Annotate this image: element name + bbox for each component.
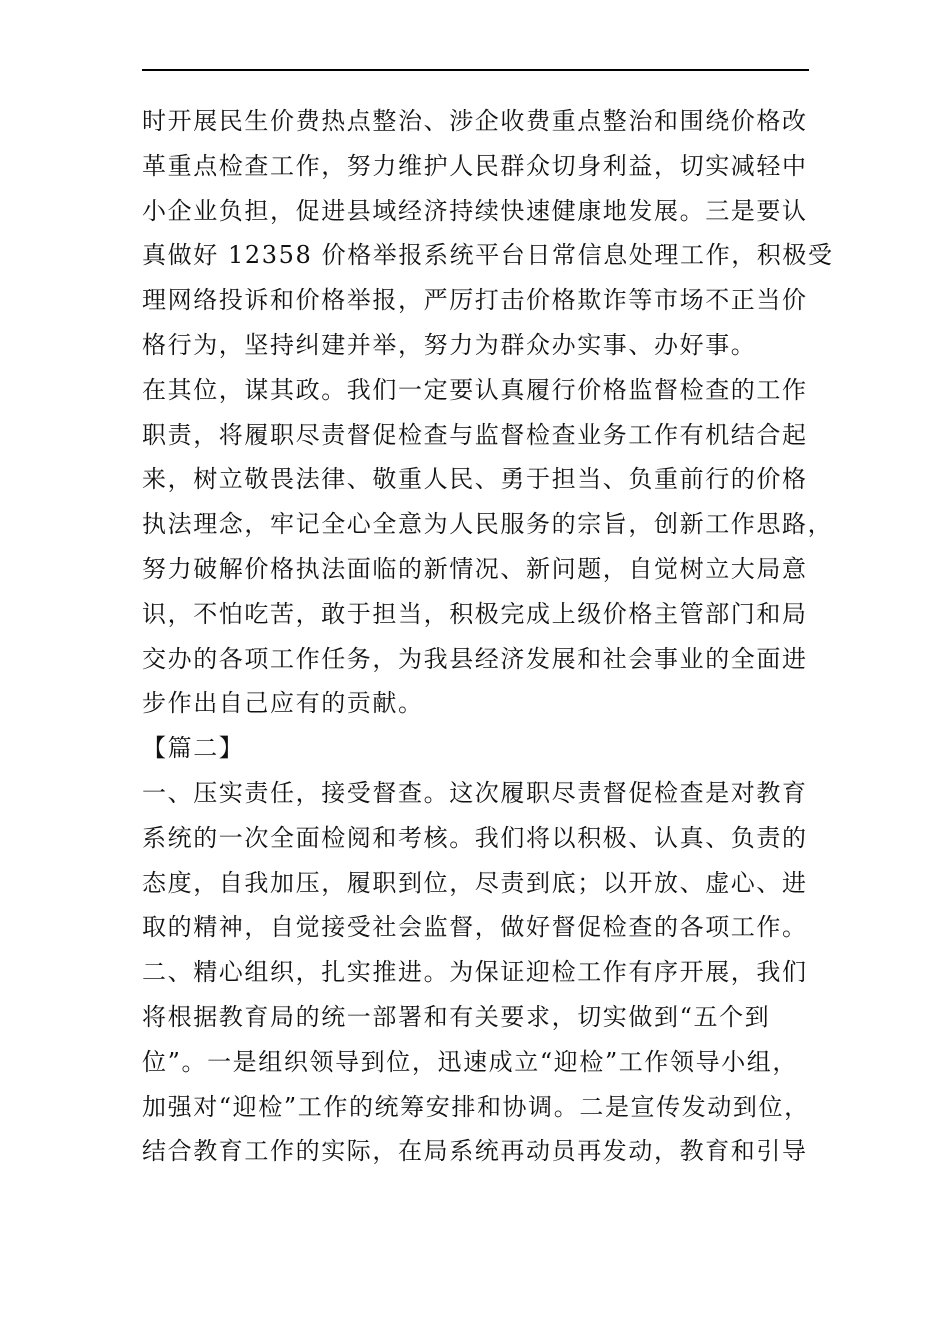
text-line: 革重点检查工作，努力维护人民群众切身利益，切实减轻中 xyxy=(142,151,808,180)
text-line: 执法理念，牢记全心全意为人民服务的宗旨，创新工作思路， xyxy=(142,510,834,539)
text-line: 系统的一次全面检阅和考核。我们将以积极、认真、负责的 xyxy=(142,823,808,852)
text-line: 在其位，谋其政。我们一定要认真履行价格监督检查的工作 xyxy=(142,375,808,404)
text-line: 来，树立敬畏法律、敬重人民、勇于担当、负重前行的价格 xyxy=(142,465,808,494)
text-line: 取的精神，自觉接受社会监督，做好督促检查的各项工作。 xyxy=(142,913,808,942)
text-line: 努力破解价格执法面临的新情况、新问题，自觉树立大局意 xyxy=(142,554,808,583)
text-line: 步作出自己应有的贡献。 xyxy=(142,689,424,718)
section-heading: 【篇二】 xyxy=(142,734,245,763)
text-line: 位”。一是组织领导到位，迅速成立“迎检”工作领导小组， xyxy=(142,1047,799,1076)
text-line: 时开展民生价费热点整治、涉企收费重点整治和围绕价格改 xyxy=(142,107,808,135)
text-line: 加强对“迎检”工作的统筹安排和协调。二是宣传发动到位， xyxy=(142,1092,810,1121)
text-line: 职责，将履职尽责督促检查与监督检查业务工作有机结合起 xyxy=(142,420,808,449)
text-line: 真做好 12358 价格举报系统平台日常信息处理工作，积极受 xyxy=(142,241,834,270)
header-rule xyxy=(142,69,809,71)
text-line: 理网络投诉和价格举报，严厉打击价格欺诈等市场不正当价 xyxy=(142,286,808,315)
text-line: 二、精心组织，扎实推进。为保证迎检工作有序开展，我们 xyxy=(142,958,808,987)
text-line: 交办的各项工作任务，为我县经济发展和社会事业的全面进 xyxy=(142,644,808,673)
text-line: 格行为，坚持纠建并举，努力为群众办实事、办好事。 xyxy=(142,330,757,359)
text-line: 识，不怕吃苦，敢于担当，积极完成上级价格主管部门和局 xyxy=(142,599,808,628)
text-line: 结合教育工作的实际，在局系统再动员再发动，教育和引导 xyxy=(142,1137,808,1166)
text-line: 小企业负担，促进县域经济持续快速健康地发展。三是要认 xyxy=(142,196,808,225)
text-line: 态度，自我加压，履职到位，尽责到底；以开放、虚心、进 xyxy=(142,868,808,897)
text-line: 一、压实责任，接受督查。这次履职尽责督促检查是对教育 xyxy=(142,778,808,807)
document-body xyxy=(142,99,834,1174)
text-line: 将根据教育局的统一部署和有关要求，切实做到“五个到 xyxy=(142,1002,771,1031)
